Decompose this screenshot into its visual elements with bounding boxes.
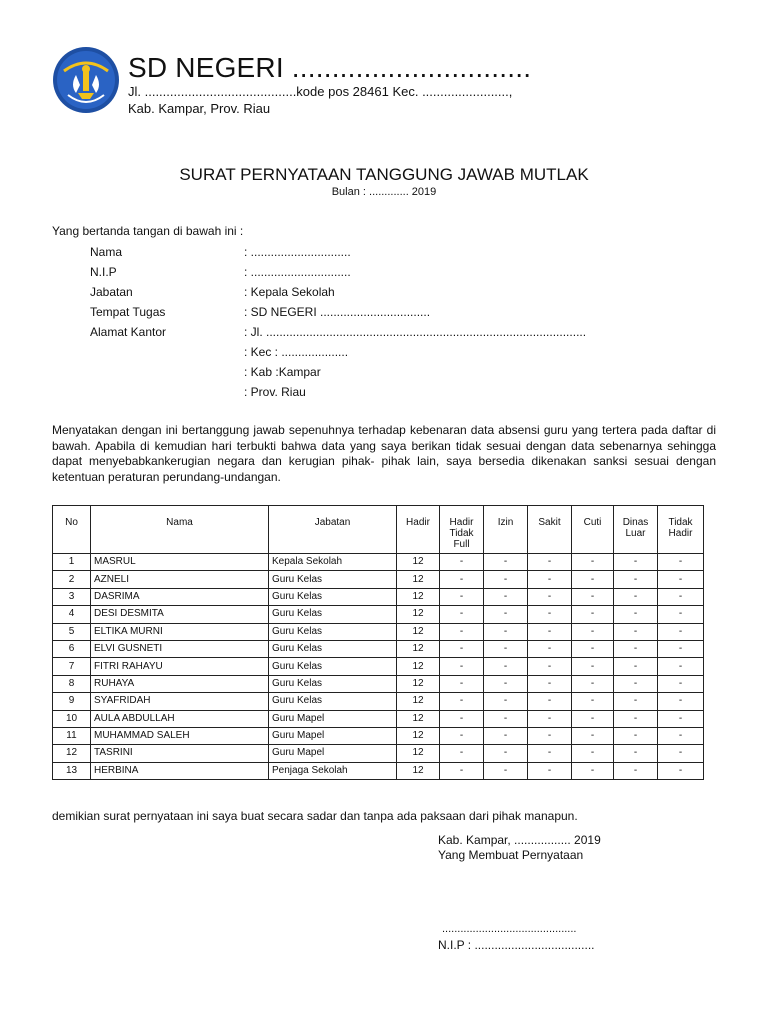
table-cell: 12	[397, 640, 440, 657]
table-cell: 12	[397, 658, 440, 675]
table-cell: -	[484, 658, 528, 675]
field-value-alamat-jl: : Jl. ................................................................................................	[244, 325, 587, 339]
table-row	[53, 762, 704, 779]
field-label-alamat-kantor: Alamat Kantor	[90, 325, 167, 339]
table-cell: -	[484, 606, 528, 623]
table-cell: -	[614, 640, 658, 657]
table-cell: -	[614, 588, 658, 605]
table-cell: Guru Kelas	[269, 658, 397, 675]
table-cell: 7	[53, 658, 91, 675]
table-cell: -	[658, 606, 704, 623]
table-cell: -	[614, 710, 658, 727]
signature-nip-line: N.I.P : ....................................	[438, 938, 595, 952]
table-cell: Penjaga Sekolah	[269, 762, 397, 779]
column-header: Sakit	[528, 506, 572, 554]
table-cell: -	[484, 727, 528, 744]
table-cell: 6	[53, 640, 91, 657]
table-cell: -	[440, 571, 484, 588]
field-value-jabatan: : Kepala Sekolah	[244, 285, 335, 299]
table-cell: 8	[53, 675, 91, 692]
table-cell: 12	[397, 745, 440, 762]
table-cell: Guru Kelas	[269, 571, 397, 588]
table-cell: 4	[53, 606, 91, 623]
table-cell: MASRUL	[91, 554, 269, 571]
column-header: Tidak Hadir	[658, 506, 704, 554]
table-cell: 12	[397, 675, 440, 692]
table-cell: -	[658, 658, 704, 675]
table-cell: -	[614, 571, 658, 588]
table-cell: -	[484, 588, 528, 605]
school-name: SD NEGERI ..............................	[128, 52, 532, 83]
column-header: Cuti	[572, 506, 614, 554]
table-cell: 5	[53, 623, 91, 640]
table-cell: 1	[53, 554, 91, 571]
table-cell: 12	[397, 727, 440, 744]
table-cell: 12	[397, 606, 440, 623]
column-header: Jabatan	[269, 506, 397, 554]
table-cell: 13	[53, 762, 91, 779]
table-row	[53, 745, 704, 762]
table-cell: -	[440, 554, 484, 571]
field-label-tempat-tugas: Tempat Tugas	[90, 305, 166, 319]
table-cell: DASRIMA	[91, 588, 269, 605]
field-label-nama: Nama	[90, 245, 123, 259]
table-cell: Guru Kelas	[269, 588, 397, 605]
signature-place-date: Kab. Kampar, ................. 2019	[438, 833, 601, 847]
table-cell: -	[528, 640, 572, 657]
school-address-line2: Kab. Kampar, Prov. Riau	[128, 101, 271, 116]
table-cell: -	[484, 693, 528, 710]
column-header: No	[53, 506, 91, 554]
table-cell: -	[528, 675, 572, 692]
table-row	[53, 675, 704, 692]
table-cell: Guru Mapel	[269, 745, 397, 762]
table-cell: AULA ABDULLAH	[91, 710, 269, 727]
table-cell: HERBINA	[91, 762, 269, 779]
table-cell: -	[440, 588, 484, 605]
table-cell: -	[572, 623, 614, 640]
table-cell: 12	[397, 571, 440, 588]
table-cell: ELTIKA MURNI	[91, 623, 269, 640]
table-cell: -	[528, 745, 572, 762]
table-cell: -	[614, 762, 658, 779]
attendance-table	[52, 505, 704, 780]
table-cell: 2	[53, 571, 91, 588]
table-row	[53, 606, 704, 623]
table-cell: -	[572, 658, 614, 675]
signature-name-line: ............................................	[442, 923, 577, 935]
field-value-alamat-kec: : Kec : ....................	[244, 345, 349, 359]
table-cell: Guru Mapel	[269, 727, 397, 744]
table-cell: -	[484, 571, 528, 588]
table-cell: -	[572, 727, 614, 744]
field-value-tempat-tugas: : SD NEGERI .................................	[244, 305, 431, 319]
school-address-line1: Jl. ..........................................kode pos 28461 Kec. ........................,	[128, 84, 513, 99]
field-label-jabatan: Jabatan	[90, 285, 133, 299]
table-cell: Guru Kelas	[269, 693, 397, 710]
table-cell: -	[528, 693, 572, 710]
closing-text: demikian surat pernyataan ini saya buat secara sadar dan tanpa ada paksaan dari pihak manapun.	[52, 809, 578, 823]
table-cell: -	[658, 693, 704, 710]
table-row	[53, 571, 704, 588]
table-cell: -	[658, 762, 704, 779]
table-row	[53, 554, 704, 571]
signature-role: Yang Membuat Pernyataan	[438, 848, 584, 862]
table-cell: -	[528, 710, 572, 727]
table-cell: -	[484, 762, 528, 779]
table-cell: -	[484, 675, 528, 692]
column-header: Dinas Luar	[614, 506, 658, 554]
table-cell: 3	[53, 588, 91, 605]
table-cell: TASRINI	[91, 745, 269, 762]
table-cell: -	[440, 623, 484, 640]
field-value-nip: : ..............................	[244, 265, 351, 279]
table-cell: -	[528, 554, 572, 571]
table-cell: -	[572, 745, 614, 762]
table-cell: -	[440, 762, 484, 779]
table-cell: 10	[53, 710, 91, 727]
table-cell: -	[614, 727, 658, 744]
table-cell: -	[484, 745, 528, 762]
table-cell: -	[614, 675, 658, 692]
table-cell: -	[440, 658, 484, 675]
table-cell: MUHAMMAD SALEH	[91, 727, 269, 744]
table-cell: -	[440, 675, 484, 692]
table-row	[53, 658, 704, 675]
document-title: SURAT PERNYATAAN TANGGUNG JAWAB MUTLAK	[179, 165, 589, 184]
table-cell: -	[528, 762, 572, 779]
table-cell: 12	[397, 623, 440, 640]
table-row	[53, 693, 704, 710]
table-cell: -	[528, 727, 572, 744]
table-cell: -	[658, 745, 704, 762]
table-cell: -	[572, 588, 614, 605]
table-cell: -	[440, 727, 484, 744]
table-row	[53, 588, 704, 605]
table-cell: -	[614, 745, 658, 762]
table-cell: -	[658, 640, 704, 657]
table-cell: SYAFRIDAH	[91, 693, 269, 710]
table-cell: -	[658, 571, 704, 588]
table-cell: Guru Kelas	[269, 675, 397, 692]
field-value-nama: : ..............................	[244, 245, 351, 259]
table-cell: -	[440, 693, 484, 710]
table-cell: -	[614, 623, 658, 640]
table-cell: FITRI RAHAYU	[91, 658, 269, 675]
table-cell: DESI DESMITA	[91, 606, 269, 623]
table-cell: -	[572, 571, 614, 588]
table-cell: -	[484, 710, 528, 727]
table-header-row	[53, 506, 704, 554]
table-row	[53, 640, 704, 657]
tut-wuri-handayani-logo	[50, 45, 122, 115]
table-cell: -	[440, 606, 484, 623]
table-cell: -	[528, 571, 572, 588]
table-cell: -	[658, 588, 704, 605]
table-cell: -	[614, 554, 658, 571]
table-cell: ELVI GUSNETI	[91, 640, 269, 657]
table-cell: -	[484, 640, 528, 657]
field-value-alamat-prov: : Prov. Riau	[244, 385, 306, 399]
table-cell: -	[484, 623, 528, 640]
table-cell: -	[658, 710, 704, 727]
table-cell: -	[440, 710, 484, 727]
column-header: Izin	[484, 506, 528, 554]
table-cell: 11	[53, 727, 91, 744]
column-header: Nama	[91, 506, 269, 554]
table-cell: 12	[397, 588, 440, 605]
field-value-alamat-kab: : Kab :Kampar	[244, 365, 321, 379]
table-body	[53, 554, 704, 780]
table-cell: 9	[53, 693, 91, 710]
table-cell: -	[528, 606, 572, 623]
table-cell: -	[658, 623, 704, 640]
table-cell: -	[528, 623, 572, 640]
table-cell: Guru Kelas	[269, 640, 397, 657]
intro-text: Yang bertanda tangan di bawah ini :	[52, 224, 244, 238]
table-cell: -	[528, 588, 572, 605]
table-row	[53, 727, 704, 744]
table-cell: -	[572, 554, 614, 571]
table-cell: 12	[397, 710, 440, 727]
column-header: Hadir Tidak Full	[440, 506, 484, 554]
table-cell: -	[658, 727, 704, 744]
table-cell: AZNELI	[91, 571, 269, 588]
table-cell: -	[572, 710, 614, 727]
table-cell: RUHAYA	[91, 675, 269, 692]
table-row	[53, 623, 704, 640]
table-cell: Guru Kelas	[269, 623, 397, 640]
statement-paragraph: Menyatakan dengan ini bertanggung jawab sepenuhnya terhadap kebenaran data absensi guru yang tertera pada daftar di bawah. Apabila di kemudian hari terbukti bahwa data yang saya berikan tidak sesuai dengan data sebenarnya sehingga dapat menyebabkankerugian negara dan kerugian pihak- pihak lain, saya bersedia dikenakan sanksi sesuai dengan ketentuan peraturan perundang-undangan.	[52, 423, 716, 484]
table-cell: Guru Mapel	[269, 710, 397, 727]
table-cell: -	[440, 640, 484, 657]
table-cell: -	[572, 606, 614, 623]
month-line: Bulan : ............. 2019	[331, 186, 437, 198]
table-cell: Guru Kelas	[269, 606, 397, 623]
table-cell: 12	[397, 554, 440, 571]
table-cell: -	[440, 745, 484, 762]
column-header: Hadir	[397, 506, 440, 554]
table-cell: -	[614, 693, 658, 710]
table-cell: 12	[397, 762, 440, 779]
table-cell: -	[572, 762, 614, 779]
table-cell: -	[572, 640, 614, 657]
table-cell: -	[658, 675, 704, 692]
table-cell: -	[528, 658, 572, 675]
table-cell: 12	[53, 745, 91, 762]
table-row	[53, 710, 704, 727]
table-cell: -	[484, 554, 528, 571]
table-cell: -	[658, 554, 704, 571]
table-cell: -	[572, 693, 614, 710]
table-cell: -	[572, 675, 614, 692]
table-cell: -	[614, 658, 658, 675]
field-label-nip: N.I.P	[90, 265, 117, 279]
table-cell: 12	[397, 693, 440, 710]
table-cell: Kepala Sekolah	[269, 554, 397, 571]
table-cell: -	[614, 606, 658, 623]
